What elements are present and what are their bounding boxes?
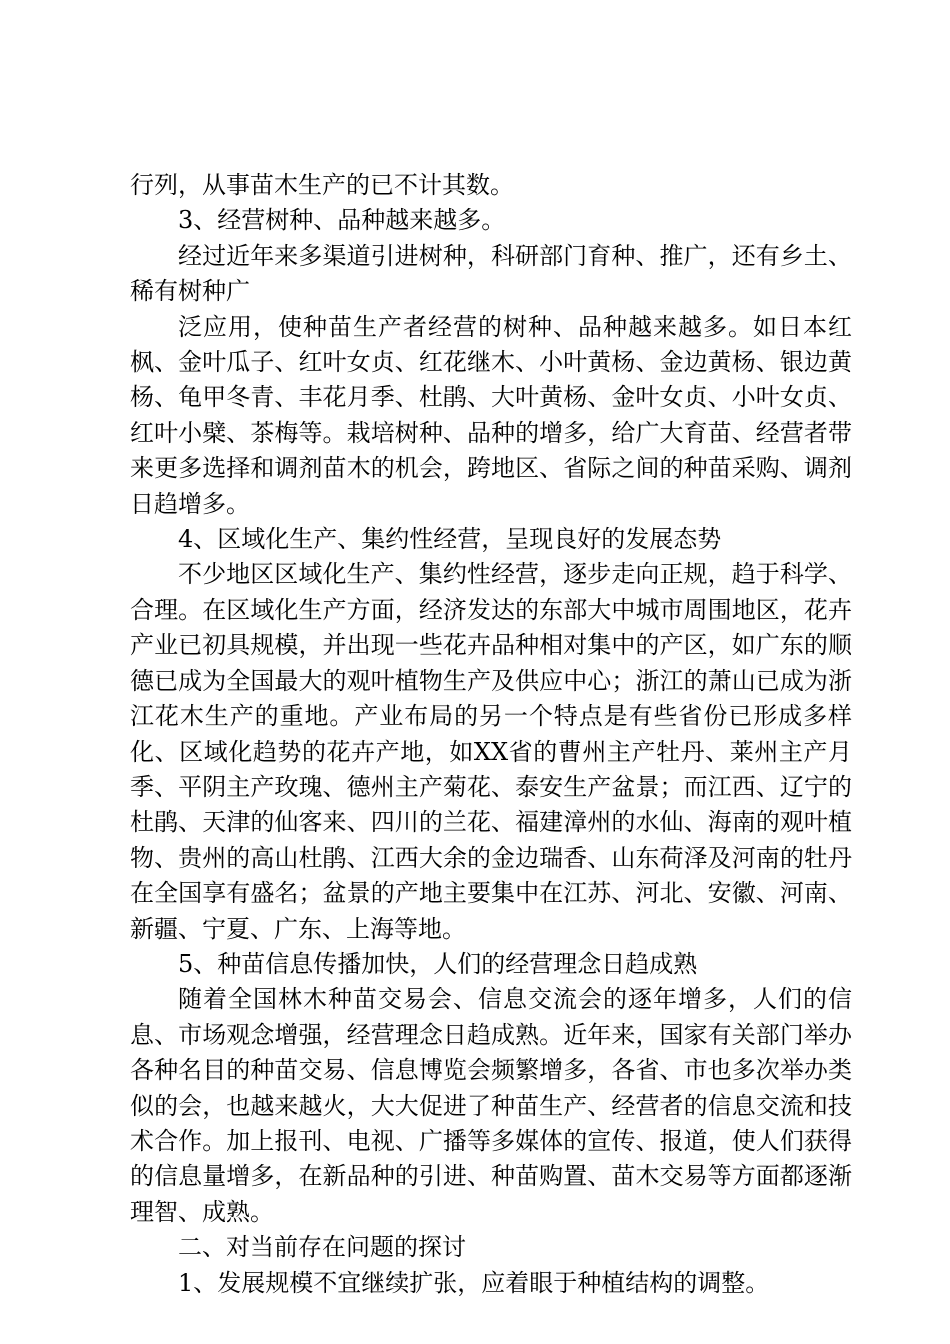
section-heading-5: 5、种苗信息传播加快，人们的经营理念日趋成熟	[178, 949, 698, 978]
section-heading-3: 3、经营树种、品种越来越多。	[178, 206, 506, 235]
body-paragraph: 不少地区区域化生产、集约性经营，逐步走向正规，趋于科学、合理。在区域化生产方面，经济发达的东部大中城市周围地区，花卉产业已初具规模，并出现一些花卉品种相对集中的产区，如广东的顺德已成为全国最大的观叶植物生产及供应中心；浙江的萧山已成为浙江花木生产的重地。产业布局的另一个特点是有些省份已形成多样化、区域化趋势的花卉产地，如XX省的曹州主产牡丹、莱州主产月季、平阴主产玫瑰、德州主产菊花、泰安生产盆景；而江西、辽宁的杜鹃、天津的仙客来、四川的兰花、福建漳州的水仙、海南的观叶植物、贵州的高山杜鹃、江西大余的金边瑞香、山东荷泽及河南的牡丹在全国享有盛名；盆景的产地主要集中在江苏、河北、安徽、河南、新疆、宁夏、广东、上海等地。	[130, 560, 852, 943]
body-paragraph: 随着全国林木种苗交易会、信息交流会的逐年增多，人们的信息、市场观念增强，经营理念日趋成熟。近年来，国家有关部门举办各种名目的种苗交易、信息博览会频繁增多，各省、市也多次举办类似的会，也越来越火，大大促进了种苗生产、经营者的信息交流和技术合作。加上报刊、电视、广播等多媒体的宣传、报道，使人们获得的信息量增多，在新品种的引进、种苗购置、苗木交易等方面都逐渐理智、成熟。	[130, 985, 852, 1226]
paragraph-continuation: 行列，从事苗木生产的已不计其数。	[130, 171, 514, 199]
document-body	[130, 168, 852, 1301]
body-paragraph: 经过近年来多渠道引进树种，科研部门育种、推广，还有乡土、稀有树种广	[130, 241, 852, 306]
section-heading-1: 1、发展规模不宜继续扩张，应着眼于种植结构的调整。	[178, 1268, 770, 1297]
body-paragraph: 泛应用，使种苗生产者经营的树种、品种越来越多。如日本红枫、金叶瓜子、红叶女贞、红花继木、小叶黄杨、金边黄杨、银边黄杨、龟甲冬青、丰花月季、杜鹃、大叶黄杨、金叶女贞、小叶女贞、红叶小檗、茶梅等。栽培树种、品种的增多，给广大育苗、经营者带来更多选择和调剂苗木的机会，跨地区、省际之间的种苗采购、调剂日趋增多。	[130, 312, 852, 518]
section-heading-4: 4、区域化生产、集约性经营，呈现良好的发展态势	[178, 525, 722, 554]
chapter-heading-2: 二、对当前存在问题的探讨	[178, 1233, 466, 1262]
